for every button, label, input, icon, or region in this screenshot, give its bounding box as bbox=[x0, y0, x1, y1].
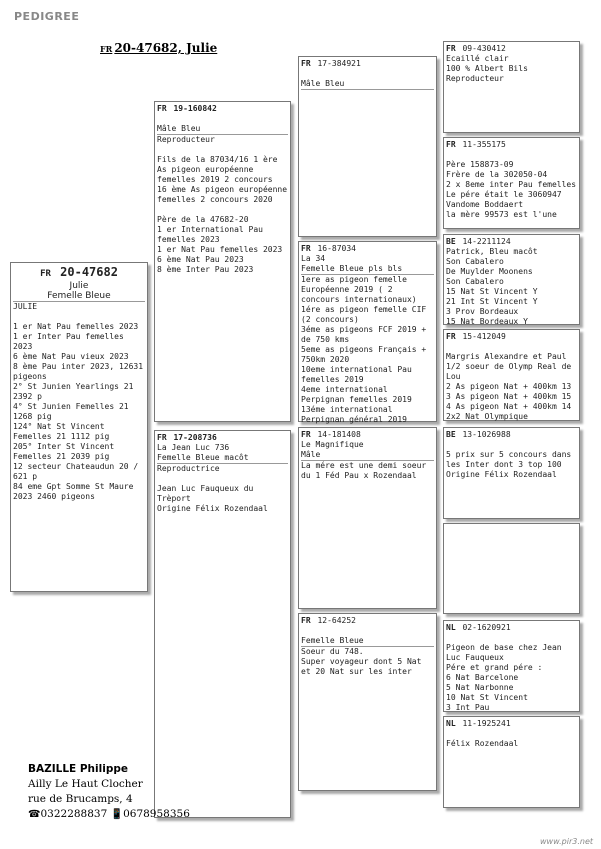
card-sire bbox=[154, 101, 291, 422]
card-sd bbox=[298, 241, 437, 422]
sd-name: La 34 bbox=[301, 254, 326, 263]
mobile-icon: 📱 bbox=[110, 809, 124, 820]
sds-ring bbox=[446, 237, 577, 247]
dds-lines: Pigeon de base chez Jean Luc Fauqueux Pére et grand pére : 6 Nat Barcelone 5 Nat Narbonne 10 Nat St Vincent 3 Int Pau bbox=[446, 643, 562, 712]
country-code: FR bbox=[446, 332, 456, 341]
mobile-number: 0678958356 bbox=[123, 808, 190, 820]
dds-ring bbox=[446, 623, 577, 633]
card-dss bbox=[443, 427, 580, 519]
owner-name: BAZILLE Philippe bbox=[28, 763, 128, 775]
sdd-lines: Margris Alexandre et Paul 1/2 soeur de Olymp Real de Lou 2 As pigeon Nat + 400km 13 3 As pigeon Nat + 400km 15 4 As pigeon Nat + 400km 14 2x2 Nat Olympique bbox=[446, 352, 572, 421]
card-ssd bbox=[443, 137, 580, 229]
card-main bbox=[10, 262, 148, 592]
country-code: FR bbox=[100, 44, 113, 54]
country-code: FR bbox=[40, 269, 51, 279]
country-code: FR bbox=[301, 616, 311, 625]
ss-color: Mâle Bleu bbox=[301, 79, 345, 88]
dd-color: Femelle Bleue bbox=[301, 636, 364, 645]
sd-ring bbox=[301, 244, 434, 254]
page-header: PEDIGREE bbox=[14, 10, 80, 23]
dsd-ring bbox=[446, 526, 577, 536]
dam-ring bbox=[157, 433, 288, 443]
phone-icon: ☎ bbox=[28, 809, 41, 820]
main-notes: JULIE 1 er Nat Pau femelles 2023 1 er Inter Pau femelles 2023 6 ème Nat Pau vieux 2023 8 ème Pau inter 2023, 12631 pigeons 2° St Junien Yearlings 21 2392 p 4° St Junien Femelles 21 1268 pig 124° Nat St Vincent Femelles 21 1112 pig 205° Inter St Vincent Femelles 21 2039 pig 12 secteur Chateaudun 20 / 621 p 84 eme Gpt Somme St Maure 2023 2460 pigeons bbox=[13, 302, 144, 501]
owner-phones bbox=[28, 807, 190, 822]
sd-notes: 1ere as pigeon femelle Européenne 2019 ( 2 concours internationaux) 1ére as pigeon femelle CIF (2 concours) 3éme as pigeons FCF 2019 + de 750 kms 5eme as pigeons Français + 750km 2020 10eme international Pau femelles 2019 4eme international Perpignan femelles 2019 13éme international Perpignan général 2019 bbox=[301, 275, 427, 424]
dam-sub: Reproductrice bbox=[157, 464, 220, 473]
sss-lines: Ecaillé clair 100 % Albert Bils Reproducteur bbox=[446, 54, 528, 83]
ds-ring bbox=[301, 430, 434, 440]
dss-lines: 5 prix sur 5 concours dans les Inter dont 3 top 100 Origine Félix Rozendaal bbox=[446, 450, 572, 479]
card-dd bbox=[298, 613, 437, 791]
ds-notes: La mére est une demi soeur du 1 Féd Pau x Rozendaal bbox=[301, 461, 432, 480]
ring-number: 14-181408 bbox=[317, 430, 361, 439]
sds-lines: Patrick, Bleu macôt Son Cabalero De Muylder Moonens Son Cabalero 15 Nat St Vincent Y 21 Int St Vincent Y 3 Prov Bordeaux 15 Nat Bordeaux Y bbox=[446, 247, 538, 326]
card-ddd bbox=[443, 716, 580, 808]
ring-number: 11-1925241 bbox=[462, 719, 511, 728]
ring-number: 19-160842 bbox=[173, 104, 217, 113]
country-code: FR bbox=[446, 140, 456, 149]
ring-number: 11-355175 bbox=[462, 140, 506, 149]
ddd-lines: Félix Rozendaal bbox=[446, 739, 519, 748]
dam-name: La Jean Luc 736 bbox=[157, 443, 230, 452]
dd-ring bbox=[301, 616, 434, 626]
pigeon-title bbox=[100, 41, 217, 55]
ring-number: 15-412049 bbox=[462, 332, 506, 341]
card-sds bbox=[443, 234, 580, 325]
card-dam bbox=[154, 430, 291, 818]
ring-number: 12-64252 bbox=[317, 616, 356, 625]
country-code: FR bbox=[301, 244, 311, 253]
country-code: BE bbox=[446, 430, 456, 439]
main-color: Femelle Bleue bbox=[13, 291, 145, 302]
watermark: www.pir3.net bbox=[539, 837, 593, 846]
owner-address-line1: Ailly Le Haut Clocher bbox=[28, 778, 143, 790]
ssd-ring bbox=[446, 140, 577, 150]
country-code: NL bbox=[446, 719, 456, 728]
sd-color: Femelle Bleue pls bls bbox=[301, 264, 403, 273]
card-sdd bbox=[443, 329, 580, 421]
sire-ring bbox=[157, 104, 288, 114]
country-code: FR bbox=[157, 104, 167, 113]
dd-notes: Soeur du 748. Super voyageur dont 5 Nat et 20 Nat sur les inter bbox=[301, 647, 422, 676]
sire-sub: Reproducteur bbox=[157, 135, 215, 144]
ring-number: 16-87034 bbox=[317, 244, 356, 253]
card-ds bbox=[298, 427, 437, 609]
dam-color: Femelle Bleue macôt bbox=[157, 453, 249, 462]
ring-number: 14-2211124 bbox=[462, 237, 511, 246]
ring-number: 17-208736 bbox=[173, 433, 217, 442]
ring-number: 02-1620921 bbox=[462, 623, 511, 632]
ds-color: Mâle bbox=[301, 450, 321, 459]
ring-number: 13-1026988 bbox=[462, 430, 511, 439]
country-code: BE bbox=[446, 237, 456, 246]
ds-name: Le Magnifique bbox=[301, 440, 364, 449]
sdd-ring bbox=[446, 332, 577, 342]
owner-block bbox=[28, 762, 190, 822]
sire-notes: Fils de la 87034/16 1 ère As pigeon européenne femelles 2019 2 concours 16 ème As pigeon européenne femelles 2 concours 2020 Père de la 47682-20 1 er International Pau femelles 2023 1 er Nat Pau femelles 2023 6 ème Nat Pau 2023 8 ème Inter Pau 2023 bbox=[157, 155, 288, 274]
ring-number: 20-47682 bbox=[60, 265, 118, 279]
ss-ring bbox=[301, 59, 434, 69]
ssd-lines: Père 158873-09 Frère de la 302050-04 2 x 8eme inter Pau femelles Le pére était le 3060947 Vandome Boddaert la mère 99573 est l'une bbox=[446, 160, 577, 219]
owner-address-line2: rue de Brucamps, 4 bbox=[28, 793, 133, 805]
country-code: FR bbox=[446, 44, 456, 53]
dss-ring bbox=[446, 430, 577, 440]
card-ss bbox=[298, 56, 437, 237]
dam-notes: Jean Luc Fauqueux du Trèport Origine Félix Rozendaal bbox=[157, 484, 268, 513]
ring-number: 17-384921 bbox=[317, 59, 361, 68]
country-code: FR bbox=[301, 430, 311, 439]
country-code: NL bbox=[446, 623, 456, 632]
card-sss bbox=[443, 41, 580, 133]
country-code: FR bbox=[301, 59, 311, 68]
card-dds bbox=[443, 620, 580, 712]
phone-number: 0322288837 bbox=[40, 808, 108, 820]
card-dsd bbox=[443, 523, 580, 614]
country-code: FR bbox=[157, 433, 167, 442]
sire-color: Mâle Bleu bbox=[157, 124, 201, 133]
title-ring: 20-47682, Julie bbox=[114, 41, 218, 55]
main-name: Julie bbox=[69, 281, 89, 291]
ring-number: 09-430412 bbox=[462, 44, 506, 53]
ddd-ring bbox=[446, 719, 577, 729]
sss-ring bbox=[446, 44, 577, 54]
main-ring bbox=[13, 265, 145, 281]
